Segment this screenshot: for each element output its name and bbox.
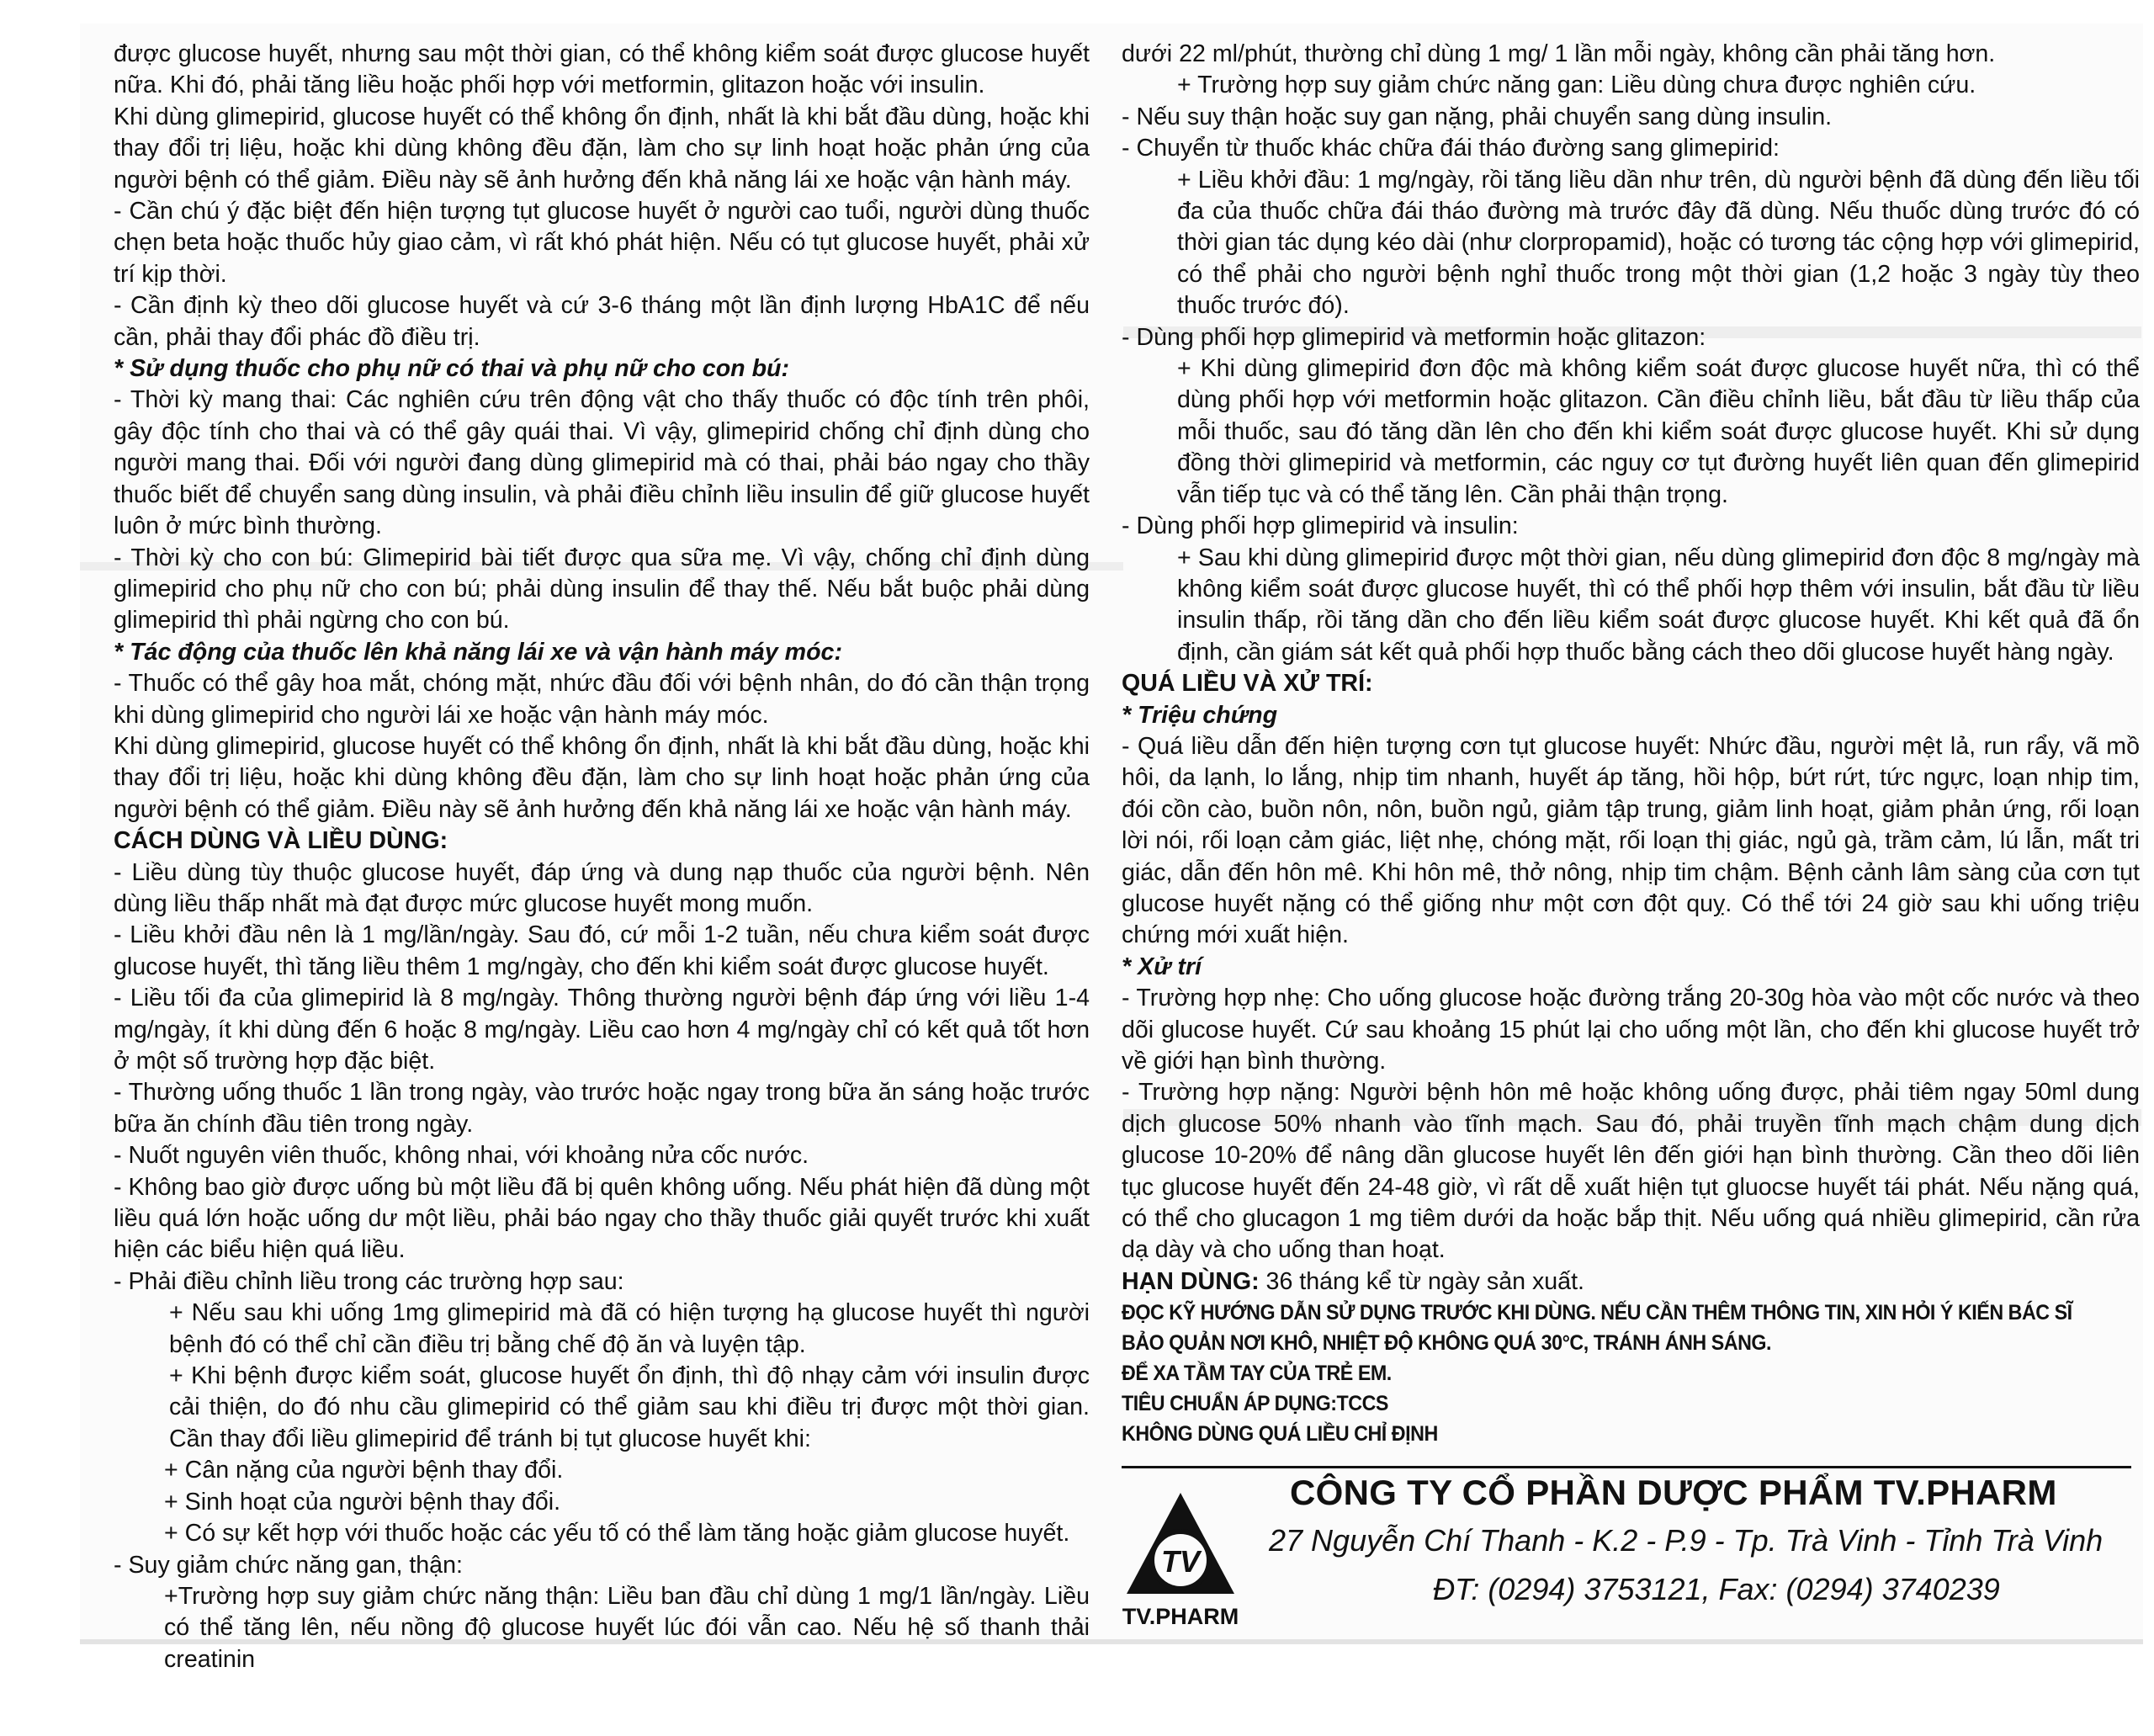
indented-paragraph: + Sinh hoạt của người bệnh thay đổi. bbox=[164, 1488, 561, 1516]
paragraph: dưới 22 ml/phút, thường chỉ dùng 1 mg/ 1 lần mỗi ngày, không cần phải tăng hơn. bbox=[1122, 40, 1996, 67]
svg-text:TV: TV bbox=[1160, 1544, 1201, 1579]
paragraph: - Thời kỳ mang thai: Các nghiên cứu trên động vật cho thấy thuốc có độc tính trên phôi, gây độc tính cho thai và có thể gây quái thai. Vì vậy, glimepirid chống chỉ định dùng cho người mang thai. Đối với người đang dùng glimepirid mà có thai, phải báo ngay cho thầy thuốc biết để chuyển sang dùng insulin, và phải điều chỉnh liều insulin để giữ glucose huyết luôn ở mức bình thường. bbox=[114, 386, 1090, 540]
logo-label: TV.PHARM bbox=[1122, 1604, 1239, 1629]
subsection-heading: * Xử trí bbox=[1122, 953, 1202, 980]
paragraph: - Thuốc có thể gây hoa mắt, chóng mặt, nhức đầu đối với bệnh nhân, do đó cần thận trọng khi dùng glimepirid cho người lái xe hoặc vận hành máy móc. bbox=[114, 670, 1090, 729]
company-footer bbox=[1122, 1466, 2140, 1643]
warning-line: ĐỌC KỸ HƯỚNG DẪN SỬ DỤNG TRƯỚC KHI DÙNG. NẾU CẦN THÊM THÔNG TIN, XIN HỎI Ý KIẾN BÁC SĨ bbox=[1122, 1301, 2072, 1325]
paragraph: - Cần chú ý đặc biệt đến hiện tượng tụt glucose huyết ở người cao tuổi, người dùng thuốc chẹn beta hoặc thuốc hủy giao cảm, vì rất khó phát hiện. Nếu có tụt glucose huyết, phải xử trí kịp thời. bbox=[114, 198, 1090, 288]
paragraph: - Liều dùng tùy thuộc glucose huyết, đáp ứng và dung nạp thuốc của người bệnh. Nên dùng liều thấp nhất mà đạt được mức glucose huyết mong muốn. bbox=[114, 858, 1090, 917]
left-text-column bbox=[114, 39, 1090, 1675]
company-phone: ĐT: (0294) 3753121, Fax: (0294) 3740239 bbox=[1433, 1572, 2000, 1606]
paragraph: - Liều khởi đầu nên là 1 mg/lần/ngày. Sau đó, cứ mỗi 1-2 tuần, nếu chưa kiểm soát được glucose huyết, thì tăng liều thêm 1 mg/ngày, cho đến khi kiểm soát được glucose huyết. bbox=[114, 921, 1090, 980]
paragraph: - Trường hợp nhẹ: Cho uống glucose hoặc đường trắng 20-30g hòa vào một cốc nước và theo dõi glucose huyết. Cứ sau khoảng 15 phút lại cho uống một lần, cho đến khi glucose huyết trở về giới hạn bình thường. bbox=[1122, 985, 2140, 1075]
subsection-heading: * Triệu chứng bbox=[1122, 701, 1278, 729]
warning-line: KHÔNG DÙNG QUÁ LIỀU CHỈ ĐỊNH bbox=[1122, 1422, 1438, 1447]
warning-line: BẢO QUẢN NƠI KHÔ, NHIỆT ĐỘ KHÔNG QUÁ 30°C, TRÁNH ÁNH SÁNG. bbox=[1122, 1331, 1772, 1356]
paragraph: - Nếu suy thận hoặc suy gan nặng, phải chuyển sang dùng insulin. bbox=[1122, 103, 1833, 130]
indented-paragraph: + Khi bệnh được kiểm soát, glucose huyết ổn định, thì độ nhạy cảm với insulin được cải thiện, do đó nhu cầu glimepirid có thể giảm sau khi điều trị được một thời gian. Cần thay đổi liều glimepirid để tránh bị tụt glucose huyết khi: bbox=[169, 1362, 1090, 1452]
subsection-heading: * Tác động của thuốc lên khả năng lái xe và vận hành máy móc: bbox=[114, 638, 842, 666]
paragraph: - Phải điều chỉnh liều trong các trường hợp sau: bbox=[114, 1267, 624, 1295]
subsection-heading: * Sử dụng thuốc cho phụ nữ có thai và phụ nữ cho con bú: bbox=[114, 355, 790, 383]
section-heading: QUÁ LIỀU VÀ XỬ TRÍ: bbox=[1122, 670, 1373, 698]
paragraph: - Quá liều dẫn đến hiện tượng cơn tụt glucose huyết: Nhức đầu, người mệt lả, run rẩy, vã mồ hôi, da lạnh, lo lắng, nhịp tim nhanh, huyết áp tăng, hồi hộp, bứt rứt, tức ngực, loạn nhịp tim, đói cồn cào, buồn nôn, nôn, buồn ngủ, giảm tập trung, giảm linh hoạt, giảm phản ứng, rối loạn lời nói, rối loạn cảm giác, liệt nhẹ, chóng mặt, rối loạn thị giác, ngủ gà, trầm cảm, lú lẫn, mất tri giác, dẫn đến hôn mê. Khi hôn mê, thở nông, nhịp tim chậm. Bệnh cảnh lâm sàng của cơn tụt glucose huyết nặng có thể giống như một cơn đột quỵ. Có thể tới 24 giờ sau khi uống triệu chứng mới xuất hiện. bbox=[1122, 732, 2140, 949]
paragraph: - Liều tối đa của glimepirid là 8 mg/ngày. Thông thường người bệnh đáp ứng với liều 1-4 mg/ngày, ít khi dùng đến 6 hoặc 8 mg/ngày. Liều cao hơn 4 mg/ngày chỉ có kết quả tốt hơn ở một số trường hợp đặc biệt. bbox=[114, 985, 1090, 1075]
paragraph: - Không bao giờ được uống bù một liều đã bị quên không uống. Nếu phát hiện đã dùng một liều quá lớn hoặc uống dư một liều, phải báo ngay cho thầy thuốc giải quyết trước khi xuất hiện các biểu hiện quá liều. bbox=[114, 1173, 1090, 1264]
paragraph: Khi dùng glimepirid, glucose huyết có thể không ổn định, nhất là khi bắt đầu dùng, hoặc khi thay đổi trị liệu, hoặc khi dùng không đều đặn, làm cho sự linh hoạt hoặc phản ứng của người bệnh có thể giảm. Điều này sẽ ảnh hưởng đến khả năng lái xe hoặc vận hành máy. bbox=[114, 103, 1090, 194]
warning-line: ĐỂ XA TẦM TAY CỦA TRẺ EM. bbox=[1122, 1362, 1392, 1386]
paragraph: - Trường hợp nặng: Người bệnh hôn mê hoặc không uống được, phải tiêm ngay 50ml dung dịch glucose 50% nhanh vào tĩnh mạch. Sau đó, phải truyền tĩnh mạch chậm dung dịch glucose 10-20% để nâng dần glucose huyết lên đến giới hạn bình thường. Cần theo dõi liên tục glucose huyết đến 24-48 giờ, vì rất dễ xuất hiện tụt gluocse huyết tái phát. Nếu nặng quá, có thể cho glucagon 1 mg tiêm dưới da hoặc bắp thịt. Nếu uống quá nhiều glimepirid, cần rửa dạ dày và cho uống than hoạt. bbox=[1122, 1079, 2140, 1264]
paragraph: - Cần định kỳ theo dõi glucose huyết và cứ 3-6 tháng một lần định lượng HbA1C để nếu cần, phải thay đổi phác đồ điều trị. bbox=[114, 292, 1090, 351]
paragraph: - Thường uống thuốc 1 lần trong ngày, vào trước hoặc ngay trong bữa ăn sáng hoặc trước bữa ăn chính đầu tiên trong ngày. bbox=[114, 1079, 1090, 1138]
expiry-line bbox=[1122, 1266, 2140, 1298]
indented-paragraph: + Trường hợp suy giảm chức năng gan: Liều dùng chưa được nghiên cứu. bbox=[1177, 72, 1976, 99]
indented-paragraph: + Sau khi dùng glimepirid được một thời gian, nếu dùng glimepirid đơn độc 8 mg/ngày mà không kiểm soát được glucose huyết, thì có thể phối hợp thêm với insulin, bắt đầu từ liều insulin thấp, rồi tăng dần cho đến liều kiểm soát được glucose huyết. Khi kết quả đã ổn định, cần giám sát kết quả phối hợp thuốc bằng cách theo dõi glucose huyết hàng ngày. bbox=[1177, 544, 2140, 666]
paragraph: - Dùng phối hợp glimepirid và insulin: bbox=[1122, 512, 1519, 540]
section-heading: CÁCH DÙNG VÀ LIỀU DÙNG: bbox=[114, 827, 448, 855]
paragraph: Khi dùng glimepirid, glucose huyết có thể không ổn định, nhất là khi bắt đầu dùng, hoặc khi thay đổi trị liệu, hoặc khi dùng không đều đặn, làm cho sự linh hoạt hoặc phản ứng của người bệnh có thể giảm. Điều này sẽ ảnh hưởng đến khả năng lái xe hoặc vận hành máy. bbox=[114, 732, 1090, 823]
company-address: 27 Nguyễn Chí Thanh - K.2 - P.9 - Tp. Trà Vinh - Tỉnh Trà Vinh bbox=[1269, 1523, 2104, 1558]
company-name: CÔNG TY CỔ PHẦN DƯỢC PHẨM TV.PHARM bbox=[1290, 1473, 2057, 1512]
paragraph: được glucose huyết, nhưng sau một thời gian, có thể không kiểm soát được glucose huyết nữa. Khi đó, phải tăng liều hoặc phối hợp với metformin, glitazon hoặc với insulin. bbox=[114, 40, 1090, 99]
indented-paragraph: + Nếu sau khi uống 1mg glimepirid mà đã có hiện tượng hạ glucose huyết thì người bệnh đó có thể chỉ cần điều trị bằng chế độ ăn và luyện tập. bbox=[169, 1299, 1090, 1358]
tvpharm-logo-icon bbox=[1122, 1486, 1239, 1604]
indented-paragraph: + Cân nặng của người bệnh thay đổi. bbox=[164, 1457, 564, 1484]
indented-paragraph: + Khi dùng glimepirid đơn độc mà không kiểm soát được glucose huyết nữa, thì có thể dùng phối hợp với metformin hoặc glitazon. Cần điều chỉnh liều, bắt đầu từ liều thấp của mỗi thuốc, sau đó tăng dần lên cho đến khi kiểm soát được glucose huyết. Khi sử dụng đồng thời glimepirid và metformin, các nguy cơ tụt đường huyết liên quan đến glimepirid vẫn tiếp tục và có thể tăng lên. Cần phải thận trọng. bbox=[1177, 355, 2140, 508]
indented-paragraph: + Liều khởi đầu: 1 mg/ngày, rồi tăng liều dần như trên, dù người bệnh đã dùng đến liều tối đa của thuốc chữa đái tháo đường mà trước đây đã dùng. Nếu thuốc dùng trước đó có thời gian tác dụng kéo dài (như clorpropamid), hoặc có tương tác cộng hợp với glimepirid, có thể phải cho người bệnh nghỉ thuốc trong một thời gian (1,2 hoặc 3 ngày tùy theo thuốc trước đó). bbox=[1177, 166, 2140, 320]
leaflet-sheet bbox=[80, 24, 2143, 1673]
indented-paragraph: +Trường hợp suy giảm chức năng thận: Liều ban đầu chỉ dùng 1 mg/1 lần/ngày. Liều có thể tăng lên, nếu nồng độ glucose huyết lúc đói vẫn cao. Nếu hệ số thanh thải creatinin bbox=[164, 1582, 1090, 1673]
paragraph: - Chuyển từ thuốc khác chữa đái tháo đường sang glimepirid: bbox=[1122, 135, 1780, 162]
expiry-label: HẠN DÙNG: bbox=[1122, 1267, 1260, 1295]
paragraph: - Dùng phối hợp glimepirid và metformin hoặc glitazon: bbox=[1122, 323, 1706, 351]
footer-divider bbox=[1122, 1466, 2131, 1468]
expiry-text: 36 tháng kể từ ngày sản xuất. bbox=[1259, 1267, 1584, 1295]
warning-line: TIÊU CHUẨN ÁP DỤNG:TCCS bbox=[1122, 1392, 1388, 1416]
paragraph: - Thời kỳ cho con bú: Glimepirid bài tiết được qua sữa mẹ. Vì vậy, chống chỉ định dùng glimepirid cho phụ nữ cho con bú; phải dùng insulin để thay thế. Nếu bắt buộc phải dùng glimepirid thì phải ngừng cho con bú. bbox=[114, 544, 1090, 634]
indented-paragraph: + Có sự kết hợp với thuốc hoặc các yếu tố có thể làm tăng hoặc giảm glucose huyết. bbox=[164, 1520, 1070, 1548]
paragraph: - Nuốt nguyên viên thuốc, không nhai, với khoảng nửa cốc nước. bbox=[114, 1142, 809, 1170]
paragraph: - Suy giảm chức năng gan, thận: bbox=[114, 1551, 463, 1579]
right-text-column bbox=[1122, 39, 2140, 1449]
company-logo bbox=[1122, 1486, 1239, 1633]
